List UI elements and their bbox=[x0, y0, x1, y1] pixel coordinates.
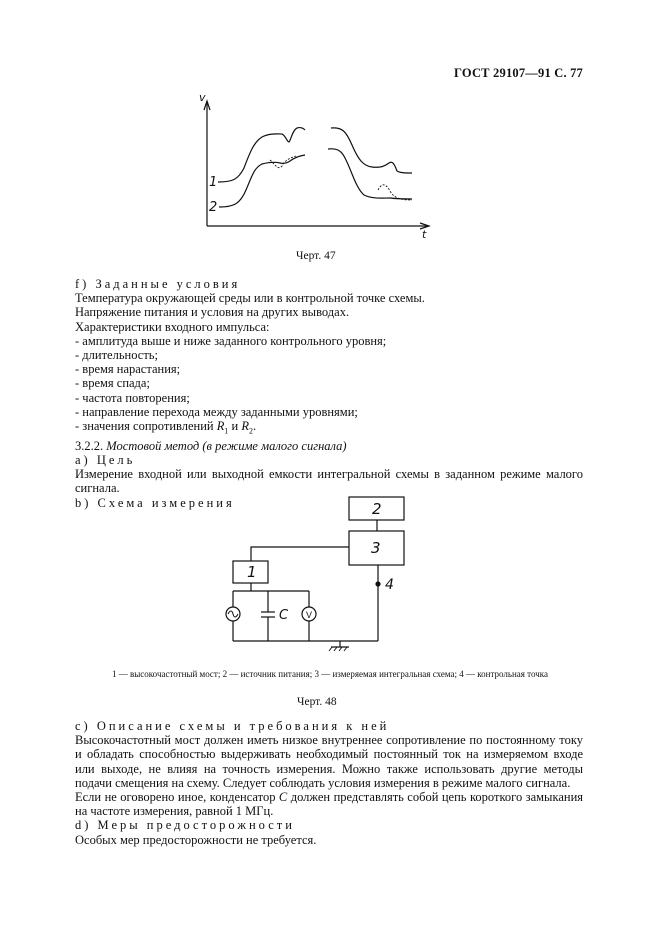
y-axis-label: v bbox=[199, 91, 206, 104]
block-1-label: 1 bbox=[247, 563, 257, 581]
figure-48-legend: 1 — высокочастотный мост; 2 — источник питания; 3 — измеряемая интегральная схема; 4 — контрольная точка bbox=[111, 669, 549, 679]
curve-2-left bbox=[219, 155, 305, 207]
section-322-title: 3.2.2. Мостовой метод (в режиме малого сигнала) bbox=[75, 438, 347, 453]
section-a-text: Измерение входной или выходной емкости интегральной схемы в заданном режиме малого сигнала. bbox=[75, 467, 583, 496]
section-f bbox=[75, 277, 583, 510]
section-f-line: Характеристики входного импульса: bbox=[75, 319, 270, 334]
curve-label-1: 1 bbox=[209, 175, 218, 190]
curve-1-left bbox=[218, 128, 305, 182]
section-d-heading: d) Меры предосторожности bbox=[75, 818, 295, 833]
section-f-line: - амплитуда выше и ниже заданного контрольного уровня; bbox=[75, 333, 387, 348]
section-f-line: Температура окружающей среды или в контрольной точке схемы. bbox=[75, 291, 425, 306]
section-f-line: - длительность; bbox=[75, 348, 158, 363]
capacitor-label: C bbox=[279, 608, 289, 623]
section-f-resistors-line: - значения сопротивлений $R_1$ и $R_2$. bbox=[75, 419, 257, 436]
test-point-label: 4 bbox=[385, 577, 394, 593]
section-b-heading: b) Схема измерения bbox=[75, 495, 235, 510]
section-f-line: - время спада; bbox=[75, 376, 150, 391]
voltmeter-label: V bbox=[305, 610, 313, 620]
figure-47-caption: Черт. 47 bbox=[296, 250, 336, 262]
section-f-line: Напряжение питания и условия на других выводах. bbox=[75, 305, 350, 320]
section-c-paragraph-2: Если не оговорено иное, конденсатор С должен представлять собой цепь короткого замыкания на частоте измерения, равной 1 МГц. bbox=[75, 790, 584, 819]
section-f-line: - частота повторения; bbox=[75, 390, 190, 405]
section-d-text: Особых мер предосторожности не требуется. bbox=[75, 832, 317, 847]
curve-1-right bbox=[331, 128, 412, 173]
block-2-label: 2 bbox=[372, 500, 382, 518]
figure-47-diagram bbox=[199, 91, 429, 241]
figure-48-schematic bbox=[226, 497, 404, 651]
figure-48-caption: Черт. 48 bbox=[297, 696, 337, 708]
running-header: ГОСТ 29107—91 С. 77 bbox=[454, 66, 583, 80]
section-c-heading: с) Описание схемы и требования к ней bbox=[75, 719, 390, 733]
section-c-paragraph-1: Высокочастотный мост должен иметь низкое внутреннее сопротивление по постоянному току и обладать способностью выдерживать необходимый постоянный ток на измеряемом входе или выходе, не влияя на точность измерения. Можно также использовать другие методы подачи смещения на схему. Следует соблюдать условия измерения в режиме малого сигнала. bbox=[75, 733, 583, 790]
section-a-heading: а) Цель bbox=[75, 452, 136, 467]
curve-label-2: 2 bbox=[209, 200, 218, 215]
test-point-4 bbox=[376, 582, 380, 586]
section-f-line: - время нарастания; bbox=[75, 362, 181, 377]
x-axis-label: t bbox=[422, 228, 427, 241]
curve-2-right bbox=[328, 149, 412, 199]
block-3-label: 3 bbox=[371, 539, 381, 557]
section-c-d bbox=[75, 719, 583, 847]
section-f-line: - направление перехода между заданными уровнями; bbox=[75, 404, 358, 419]
section-f-heading: f) Заданные условия bbox=[75, 277, 241, 291]
